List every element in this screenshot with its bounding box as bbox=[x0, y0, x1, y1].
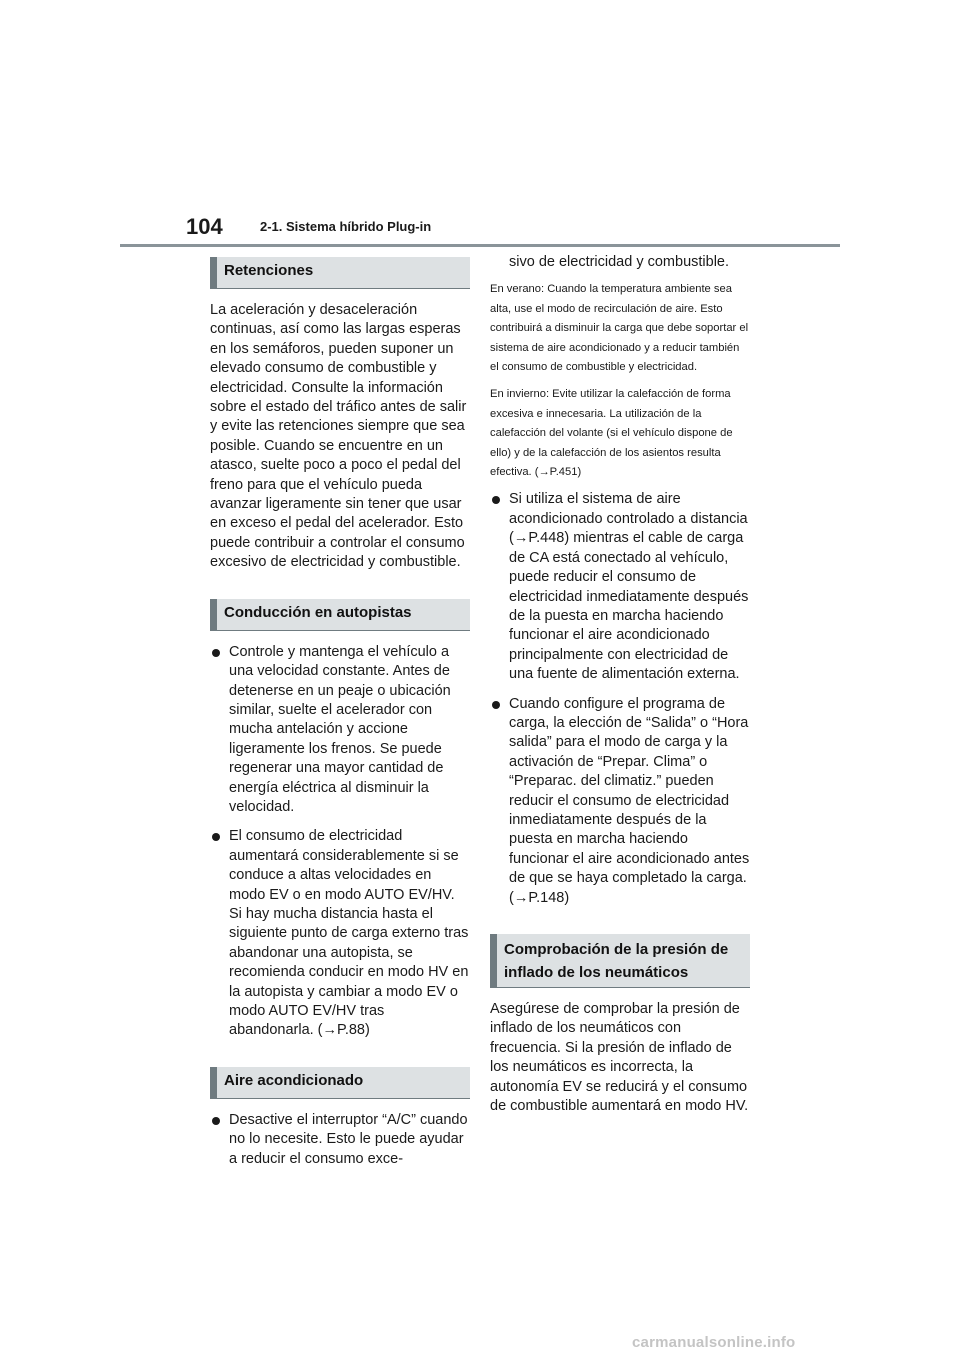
list-item: Si utiliza el sistema de aire acondicionado controlado a distancia (→P.448) mientras el cable de carga de CA está conectado al vehículo, puede reducir el consumo de electricidad inmediatamente después de la puesta en marcha haciendo funcionar el aire acondicionado principalmente con electricidad de una fuente de alimentación externa. bbox=[490, 490, 750, 684]
right-column bbox=[490, 253, 750, 1116]
watermark: carmanualsonline.info bbox=[632, 1334, 796, 1351]
note-verano: En verano: Cuando la temperatura ambiente sea alta, use el modo de recirculación de aire. Esto contribuirá a disminuir la carga que debe soportar el sistema de aire acondicionado y a reducir también el consumo de combustible y electricidad. bbox=[490, 283, 749, 374]
autopistas-list bbox=[210, 643, 470, 1041]
aire-continuation: sivo de electricidad y combustible. bbox=[509, 254, 730, 270]
section-title: 2-1. Sistema híbrido Plug-in bbox=[260, 219, 432, 234]
list-item: Desactive el interruptor “A/C” cuando no lo necesite. Esto le puede ayudar a reducir el consumo exce- bbox=[210, 1111, 470, 1169]
aire-list bbox=[210, 1111, 470, 1169]
list-item: El consumo de electricidad aumentará considerablemente si se conduce a altas velocidades en modo EV o en modo AUTO EV/HV. Si hay mucha distancia hasta el siguiente punto de carga externo tras abandonar una autopista, se recomienda conducir en modo HV en la autopista y cambiar a modo EV o modo AUTO EV/HV tras abandonarla. (→P.88) bbox=[210, 827, 470, 1040]
list-item: Controle y mantenga el vehículo a una velocidad constante. Antes de detenerse en un peaje o ubicación similar, suelte el acelerador con mucha antelación y accione ligeramente los frenos. Se puede regenerar una mayor cantidad de energía eléctrica al disminuir la velocidad. bbox=[210, 643, 470, 818]
heading-retenciones: Retenciones bbox=[210, 257, 470, 289]
left-column bbox=[210, 257, 470, 1169]
list-item: Cuando configure el programa de carga, la elección de “Salida” o “Hora salida” para el modo de carga y la activación de “Prepar. Clima” o “Preparac. del climatiz.” pueden reducir el consumo de electricidad inmediatamente después de la puesta en marcha haciendo funcionar el aire acondicionado antes de que se haya completado la carga. (→P.148) bbox=[490, 695, 750, 908]
paragraph-retenciones: La aceleración y desaceleración continuas, así como las largas esperas en los semáforos, pueden suponer un elevado consumo de combustible y electricidad. Consulte la información sobre el estado del tráfico antes de salir y evite las retenciones siempre que sea posible. Cuando se encuentre en un atasco, suelte poco a poco el pedal del freno para que el vehículo pueda avanzar ligeramente sin tener que usar en exceso el pedal del acelerador. Esto puede contribuir a controlar el consumo excesivo de electricidad y combustible. bbox=[210, 302, 467, 571]
header-rule bbox=[120, 244, 840, 247]
note-invierno: En invierno: Evite utilizar la calefacción de forma excesiva e innecesaria. La utilización de la calefacción del volante (si el vehículo dispone de ello) y de la calefacción de los asientos resulta efectiva. (→P.451) bbox=[490, 388, 733, 479]
page-number: 104 bbox=[186, 214, 223, 239]
paragraph-neumaticos: Asegúrese de comprobar la presión de inflado de los neumáticos con frecuencia. Si la presión de inflado de los neumáticos es incorrecta, la autonomía EV se reducirá y el consumo de combustible aumentará en modo HV. bbox=[490, 1001, 749, 1115]
heading-neumaticos: Comprobación de la presión de inflado de los neumáticos bbox=[490, 934, 750, 988]
heading-autopistas: Conducción en autopistas bbox=[210, 599, 470, 631]
climatizacion-list bbox=[490, 490, 750, 908]
heading-aire-acondicionado: Aire acondicionado bbox=[210, 1067, 470, 1099]
